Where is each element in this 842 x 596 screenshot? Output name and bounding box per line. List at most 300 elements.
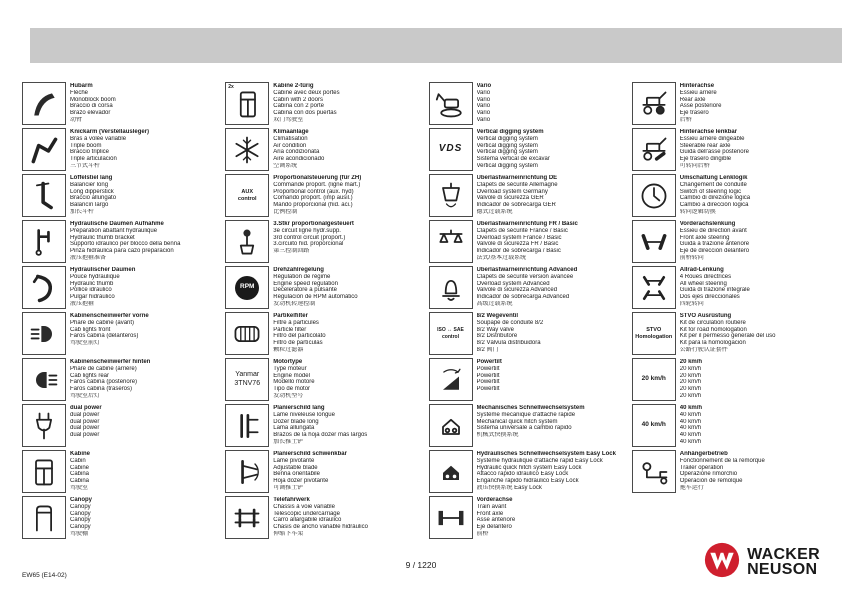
option-label: Canopy xyxy=(70,510,91,517)
option-label: Powertilt xyxy=(476,372,500,379)
option-label: Filtro del particolato xyxy=(273,333,326,340)
option-row xyxy=(225,266,415,309)
telescopic-undercarriage-icon xyxy=(225,496,269,539)
option-label: Préparation abattant hydraulique xyxy=(70,227,158,234)
option-label: Deceleratore a pulsante xyxy=(273,287,337,294)
option-label: 驾驶棚 xyxy=(70,530,89,537)
cabin-icon xyxy=(22,450,66,493)
option-label: Soupape de conduite 8/2 xyxy=(476,319,544,326)
icon-label: ISO ↔ SAE control xyxy=(437,327,464,340)
icon-label: 2x xyxy=(228,84,234,90)
option-label: Triple boom xyxy=(70,142,102,149)
option-row xyxy=(632,128,822,171)
option-label: 后桥 xyxy=(679,116,692,123)
front-axle-steering-icon xyxy=(632,220,676,263)
option-label: 加长推土铲 xyxy=(273,438,304,445)
option-text xyxy=(273,266,415,309)
option-text xyxy=(680,404,822,447)
option-label: Modello motore xyxy=(273,379,315,386)
option-text xyxy=(477,128,619,171)
option-text xyxy=(70,404,212,447)
option-title: Hinterachse lenkbar xyxy=(679,129,738,135)
option-title: Klimaanlage xyxy=(273,129,309,135)
option-text xyxy=(477,358,619,401)
option-row xyxy=(429,358,619,401)
option-label: 40 km/h xyxy=(679,432,702,439)
option-label: Engine speed regulation xyxy=(273,280,338,287)
option-title: Vario xyxy=(476,83,492,89)
option-row xyxy=(225,220,415,263)
option-text xyxy=(273,404,415,447)
mech-quick-hitch-icon xyxy=(429,404,473,447)
doc-code: EW65 (E14-02) xyxy=(22,572,67,579)
icon-label: STVO Homologation xyxy=(635,326,673,340)
option-label: Front axle steering xyxy=(679,234,730,241)
option-text xyxy=(477,312,619,355)
option-text xyxy=(477,450,619,493)
option-title: Kabine 2-türig xyxy=(273,83,314,89)
option-label: Indicador de sobrecarga GER xyxy=(476,202,556,209)
brand-line2: NEUSON xyxy=(747,560,818,578)
options-grid xyxy=(22,82,822,542)
option-label: 高级过载系统 xyxy=(476,300,513,307)
option-label: dual power xyxy=(70,411,100,418)
option-row xyxy=(225,128,415,171)
option-text xyxy=(680,82,822,125)
option-label: Fonctionnement de la remorque xyxy=(679,457,765,464)
option-label: Powertilt xyxy=(476,386,500,393)
stvo-label xyxy=(632,312,676,355)
option-text xyxy=(477,496,619,539)
option-text xyxy=(680,174,822,217)
option-title: Planierschild schwenkbar xyxy=(273,451,347,457)
option-label: Canopy xyxy=(70,503,91,510)
option-row xyxy=(429,128,619,171)
option-title: Mechanisches Schnellwechselsystem xyxy=(476,405,585,411)
option-label: Proportional control (aux. hyd) xyxy=(273,188,354,195)
dual-power-icon xyxy=(22,404,66,447)
option-label: Operación de remolque xyxy=(679,478,743,485)
option-label: Eje trasero dirigible xyxy=(679,156,732,163)
option-text xyxy=(273,358,415,401)
option-text xyxy=(273,128,415,171)
option-label: Pinza hidráulica para cazo preparación xyxy=(70,248,174,255)
option-title: Hydraulischer Daumen xyxy=(70,267,136,273)
option-label: Powertilt xyxy=(476,379,500,386)
option-row xyxy=(429,82,619,125)
option-text xyxy=(477,266,619,309)
option-label: Adjustable blade xyxy=(273,464,318,471)
option-title: Powertilt xyxy=(476,359,502,365)
option-label: Régulation de régime xyxy=(273,273,331,280)
option-row xyxy=(225,174,415,217)
option-text xyxy=(680,128,822,171)
option-text xyxy=(70,450,212,493)
option-text xyxy=(70,358,212,401)
option-label: 四轮转向 xyxy=(679,300,704,307)
option-label: Brazos de la hoja dozer más largos xyxy=(273,432,368,439)
icon-label: 40 km/h xyxy=(641,421,666,429)
option-row xyxy=(225,358,415,401)
option-label: 40 km/h xyxy=(679,438,702,445)
monoblock-boom-icon xyxy=(22,82,66,125)
option-label: Aria condizionata xyxy=(273,149,320,156)
option-text xyxy=(477,404,619,447)
option-label: Eje de dirección delantero xyxy=(679,248,750,255)
option-label: 动臂 xyxy=(70,116,83,123)
option-title: Hydraulische Daumen Aufnahme xyxy=(70,221,164,227)
option-label: Filtro de partículas xyxy=(273,340,323,347)
option-label: Chassis à voie variable xyxy=(273,503,335,510)
header-bar xyxy=(30,28,842,63)
option-label: Faros cabina (posteriore) xyxy=(70,379,138,386)
option-row xyxy=(22,312,212,355)
steerable-rear-axle-icon xyxy=(632,128,676,171)
option-row xyxy=(632,220,822,263)
option-label: 可调推土铲 xyxy=(273,484,304,491)
option-label: Steerable rear axle xyxy=(679,142,731,149)
option-text xyxy=(70,128,212,171)
vds-logo xyxy=(429,128,473,171)
option-label: Eje delantero xyxy=(476,524,512,531)
option-title: Vorderachslenkung xyxy=(679,221,736,227)
canopy-icon xyxy=(22,496,66,539)
option-label: Cab lights front xyxy=(70,326,111,333)
option-text xyxy=(680,266,822,309)
option-row xyxy=(429,450,619,493)
easy-lock-icon xyxy=(429,450,473,493)
trailer-operation-icon xyxy=(632,450,676,493)
option-label: Dos ejes direccionales xyxy=(679,294,740,301)
option-label: Cabin with 2 doors xyxy=(273,96,323,103)
option-label: Guida dell'asse posteriore xyxy=(679,149,749,156)
option-label: Pouce hydraulique xyxy=(70,273,120,280)
option-row xyxy=(429,220,619,263)
option-title: Hinterachse xyxy=(679,83,715,89)
option-text xyxy=(680,220,822,263)
rear-axle-icon xyxy=(632,82,676,125)
iso-sae-label xyxy=(429,312,473,355)
option-label: Clapets de sécurité France / Basic xyxy=(476,227,568,234)
option-label: Cabin xyxy=(70,457,86,464)
option-label: Type moteur xyxy=(273,365,307,372)
triple-boom-icon xyxy=(22,128,66,171)
option-label: 加长斗杆 xyxy=(70,208,95,215)
cab-light-rear-icon xyxy=(22,358,66,401)
option-text xyxy=(680,450,822,493)
option-label: Flèche xyxy=(70,89,89,96)
option-label: Changement de conduite xyxy=(679,181,747,188)
option-title: 3.Stkr proportionalgesteuert xyxy=(273,221,354,227)
option-row xyxy=(225,450,415,493)
option-title: Vertical digging system xyxy=(476,129,544,135)
option-label: Cab lights rear xyxy=(70,372,110,379)
option-label: Vario xyxy=(476,110,491,117)
option-label: Cabina xyxy=(70,471,90,478)
option-label: Pulgar hidráulico xyxy=(70,294,115,301)
option-title: Partikelfilter xyxy=(273,313,308,319)
option-title: Kabinenscheinwerfer hinten xyxy=(70,359,151,365)
option-title: Drehzahlregelung xyxy=(273,267,324,273)
option-text xyxy=(273,82,415,125)
vario-icon xyxy=(429,82,473,125)
option-label: Eje trasero xyxy=(679,110,709,117)
option-label: 前桥 xyxy=(476,530,489,537)
option-label: 空调系统 xyxy=(273,162,298,169)
option-label: Hydraulic quick hitch system Easy Lock xyxy=(476,464,582,471)
speed-40-label xyxy=(632,404,676,447)
option-title: STVO Ausrüstung xyxy=(679,313,732,319)
option-title: Hydraulisches Schnellwechselsystem Easy Lock xyxy=(476,451,616,457)
option-label: Balancín largo xyxy=(70,202,109,209)
option-label: Overload system Advanced xyxy=(476,280,550,287)
option-text xyxy=(70,266,212,309)
option-label: Braccio di corsa xyxy=(70,103,113,110)
option-row xyxy=(22,174,212,217)
cabin-2-door-icon xyxy=(225,82,269,125)
option-title: Kabinenscheinwerfer vorne xyxy=(70,313,149,319)
option-label: Canopy xyxy=(70,517,91,524)
option-label: 德式过载系统 xyxy=(476,208,513,215)
option-label: Valvole di sicurezza FR / Basic xyxy=(476,241,559,248)
option-label: Benna orientabile xyxy=(273,471,320,478)
option-text xyxy=(273,496,415,539)
option-label: Trailer operation xyxy=(679,464,724,471)
option-label: Mando proporcional (hid. aci.) xyxy=(273,202,353,209)
option-label: Monoblock boom xyxy=(70,96,116,103)
option-label: Faros cabina (delanteros) xyxy=(70,333,139,340)
option-text xyxy=(273,174,415,217)
option-label: Aire acondicionado xyxy=(273,156,325,163)
option-label: 4 Roues directrices xyxy=(679,273,732,280)
air-condition-icon xyxy=(225,128,269,171)
icon-label: 20 km/h xyxy=(641,375,666,383)
option-label: Operazione rimorchio xyxy=(679,471,738,478)
option-label: 液压抱箍 xyxy=(70,300,95,307)
option-label: 8/2 阀门 xyxy=(476,346,499,353)
overload-fr-icon xyxy=(429,220,473,263)
hydraulic-thumb-icon xyxy=(22,266,66,309)
option-row xyxy=(22,266,212,309)
option-label: 20 km/h xyxy=(679,386,702,393)
option-label: Cambio a dirección logica xyxy=(679,202,749,209)
option-row xyxy=(429,266,619,309)
overload-de-icon xyxy=(429,174,473,217)
option-label: Indicador de sobrecarga / Basic xyxy=(476,248,561,255)
option-label: Attacco rapido idraulico Easy Lock xyxy=(476,471,569,478)
icon-label: AUX control xyxy=(237,188,257,202)
dozer-blade-swivel-icon xyxy=(225,450,269,493)
option-text xyxy=(273,220,415,263)
option-label: Vario xyxy=(476,103,491,110)
option-label: 20 km/h xyxy=(679,379,702,386)
option-label: Climatisation xyxy=(273,135,308,142)
option-label: Powertilt xyxy=(476,365,500,372)
option-text xyxy=(477,82,619,125)
option-label: Overload system France / Basic xyxy=(476,234,562,241)
option-label: 拖车运行 xyxy=(679,484,704,491)
option-label: Vertical digging system xyxy=(476,162,538,169)
option-row xyxy=(632,450,822,493)
option-text xyxy=(70,312,212,355)
option-row xyxy=(22,496,212,539)
option-label: 40 km/h xyxy=(679,411,702,418)
option-label: 8/2 Válvula distribuidora xyxy=(476,340,541,347)
options-column xyxy=(429,82,619,542)
particle-filter-icon xyxy=(225,312,269,355)
option-label: Cabina con 2 porte xyxy=(273,103,324,110)
option-label: Hydraulic thumb xyxy=(70,280,114,287)
option-label: Carro allargabile idraulico xyxy=(273,517,342,524)
option-text xyxy=(70,82,212,125)
option-label: Long dipperstick xyxy=(70,188,114,195)
option-row xyxy=(22,128,212,171)
option-label: Phare de cabine (avant) xyxy=(70,319,135,326)
option-label: Supporto idraulico per blocco della benna xyxy=(70,241,181,248)
option-row xyxy=(429,496,619,539)
all-wheel-steering-icon xyxy=(632,266,676,309)
option-label: Front axle xyxy=(476,510,504,517)
option-text xyxy=(477,220,619,263)
icon-label: Yanmar 3TNV76 xyxy=(234,370,261,387)
option-title: Kabine xyxy=(70,451,91,457)
option-label: 前桥转向 xyxy=(679,254,704,261)
option-label: 液压快换系统 Easy Lock xyxy=(476,484,542,491)
option-label: Guida a trazione anteriore xyxy=(679,241,750,248)
option-label: Train avant xyxy=(476,503,507,510)
option-label: dual power xyxy=(70,418,100,425)
brand-name xyxy=(747,545,820,578)
option-label: Cambio di direzione logica xyxy=(679,195,751,202)
brand-line1: WACKER xyxy=(747,545,820,563)
option-label: 20 km/h xyxy=(679,365,702,372)
hydraulic-thumb-bracket-icon xyxy=(22,220,66,263)
option-title: Planierschild lang xyxy=(273,405,325,411)
option-label: Commande proport. (ligne mart.) xyxy=(273,181,361,188)
option-label: Braccio allungato xyxy=(70,195,117,202)
option-label: Brazo elevador xyxy=(70,110,111,117)
option-label: Regulación de RPM automático xyxy=(273,294,358,301)
option-text xyxy=(477,174,619,217)
option-title: Telefahrwerk xyxy=(273,497,310,503)
option-title: Hubarm xyxy=(70,83,93,89)
option-row xyxy=(22,220,212,263)
option-label: 8/2 Distributore xyxy=(476,333,518,340)
option-text xyxy=(70,496,212,539)
option-label: 比例控制 xyxy=(273,208,298,215)
option-row xyxy=(429,174,619,217)
option-label: Sistema universale a cambio rapido xyxy=(476,425,572,432)
option-label: Kit for road homologation xyxy=(679,326,747,333)
option-row xyxy=(22,404,212,447)
options-column xyxy=(225,82,415,542)
option-row xyxy=(225,496,415,539)
option-row xyxy=(632,312,822,355)
option-text xyxy=(680,312,822,355)
option-label: Braccio triplice xyxy=(70,149,110,156)
option-label: Overload system Germany xyxy=(476,188,548,195)
third-circuit-icon xyxy=(225,220,269,263)
option-label: Telescopic undercarriage xyxy=(273,510,340,517)
option-row xyxy=(225,404,415,447)
front-axle-icon xyxy=(429,496,473,539)
wacker-neuson-logo-icon xyxy=(704,542,740,583)
option-label: 8/2 Way valve xyxy=(476,326,514,333)
option-label: 可转向后桥 xyxy=(679,162,710,169)
option-label: 第三控制回路 xyxy=(273,248,310,255)
option-row xyxy=(429,312,619,355)
option-title: Vorderachse xyxy=(476,497,513,503)
option-label: 40 km/h xyxy=(679,425,702,432)
option-label: Vertical digging system xyxy=(476,149,538,156)
option-label: 转向逻辑切换 xyxy=(679,208,716,215)
option-label: Indicador de sobrecarga Advanced xyxy=(476,294,570,301)
icon-label: VDS xyxy=(438,143,463,155)
option-label: Clapets de sécurité version avancée xyxy=(476,273,574,280)
option-label: 3.circuito hid. proporcional xyxy=(273,241,344,248)
option-label: Hoja dozer pivotante xyxy=(273,478,329,485)
option-title: dual power xyxy=(70,405,102,411)
option-label: 发动机型号 xyxy=(273,392,304,399)
option-label: Enganche rápido hidráulico Easy Lock xyxy=(476,478,579,485)
option-text xyxy=(70,220,212,263)
option-label: Tipo de motor xyxy=(273,386,311,393)
option-label: Système mecanique d'attache rapide xyxy=(476,411,576,418)
option-label: 20 km/h xyxy=(679,372,702,379)
option-row xyxy=(632,358,822,401)
option-label: Cabina con dos puertas xyxy=(273,110,337,117)
option-label: Kit para la homologación xyxy=(679,340,746,347)
powertilt-icon xyxy=(429,358,473,401)
option-row xyxy=(225,312,415,355)
option-label: Rear axle xyxy=(679,96,706,103)
option-label: Essieu arrière xyxy=(679,89,717,96)
option-label: 颗粒过滤器 xyxy=(273,346,304,353)
option-label: Vertical digging system xyxy=(476,142,538,149)
option-label: Particle filter xyxy=(273,326,307,333)
option-title: Proportionalsteuerung (für ZH) xyxy=(273,175,362,181)
option-row xyxy=(632,266,822,309)
option-label: Valvole di sicurezza GER xyxy=(476,195,544,202)
option-label: Cabina xyxy=(70,478,90,485)
option-title: Umschaltung Lenklogik xyxy=(679,175,748,181)
option-label: Système hydraulique d'attache rapid Easy Lock xyxy=(476,457,603,464)
option-label: 驾驶室 xyxy=(70,484,89,491)
option-label: Essieu de direction avant xyxy=(679,227,747,234)
option-label: Asse posteriore xyxy=(679,103,722,110)
steering-logic-icon xyxy=(632,174,676,217)
option-label: Filtre à particules xyxy=(273,319,319,326)
option-label: Dozer blade long xyxy=(273,418,319,425)
option-title: Allrad-Lenkung xyxy=(679,267,724,273)
option-label: Vario xyxy=(476,116,491,123)
option-row xyxy=(632,404,822,447)
option-label: Vario xyxy=(476,89,491,96)
option-label: Canopy xyxy=(70,524,91,531)
option-label: Valvole di sicurezza Advanced xyxy=(476,287,558,294)
rpm-badge xyxy=(225,266,269,309)
option-label: 法式/基本过载系统 xyxy=(476,254,527,261)
options-column xyxy=(22,82,212,542)
option-label: Faros cabina (traseros) xyxy=(70,386,133,393)
cab-light-front-icon xyxy=(22,312,66,355)
long-dipperstick-icon xyxy=(22,174,66,217)
option-label: All wheel steering xyxy=(679,280,727,287)
option-title: Überlastwarneinrichtung DE xyxy=(476,175,558,181)
option-text xyxy=(273,312,415,355)
option-label: Chasis de ancho variable hidráulico xyxy=(273,524,368,531)
option-label: dual power xyxy=(70,425,100,432)
